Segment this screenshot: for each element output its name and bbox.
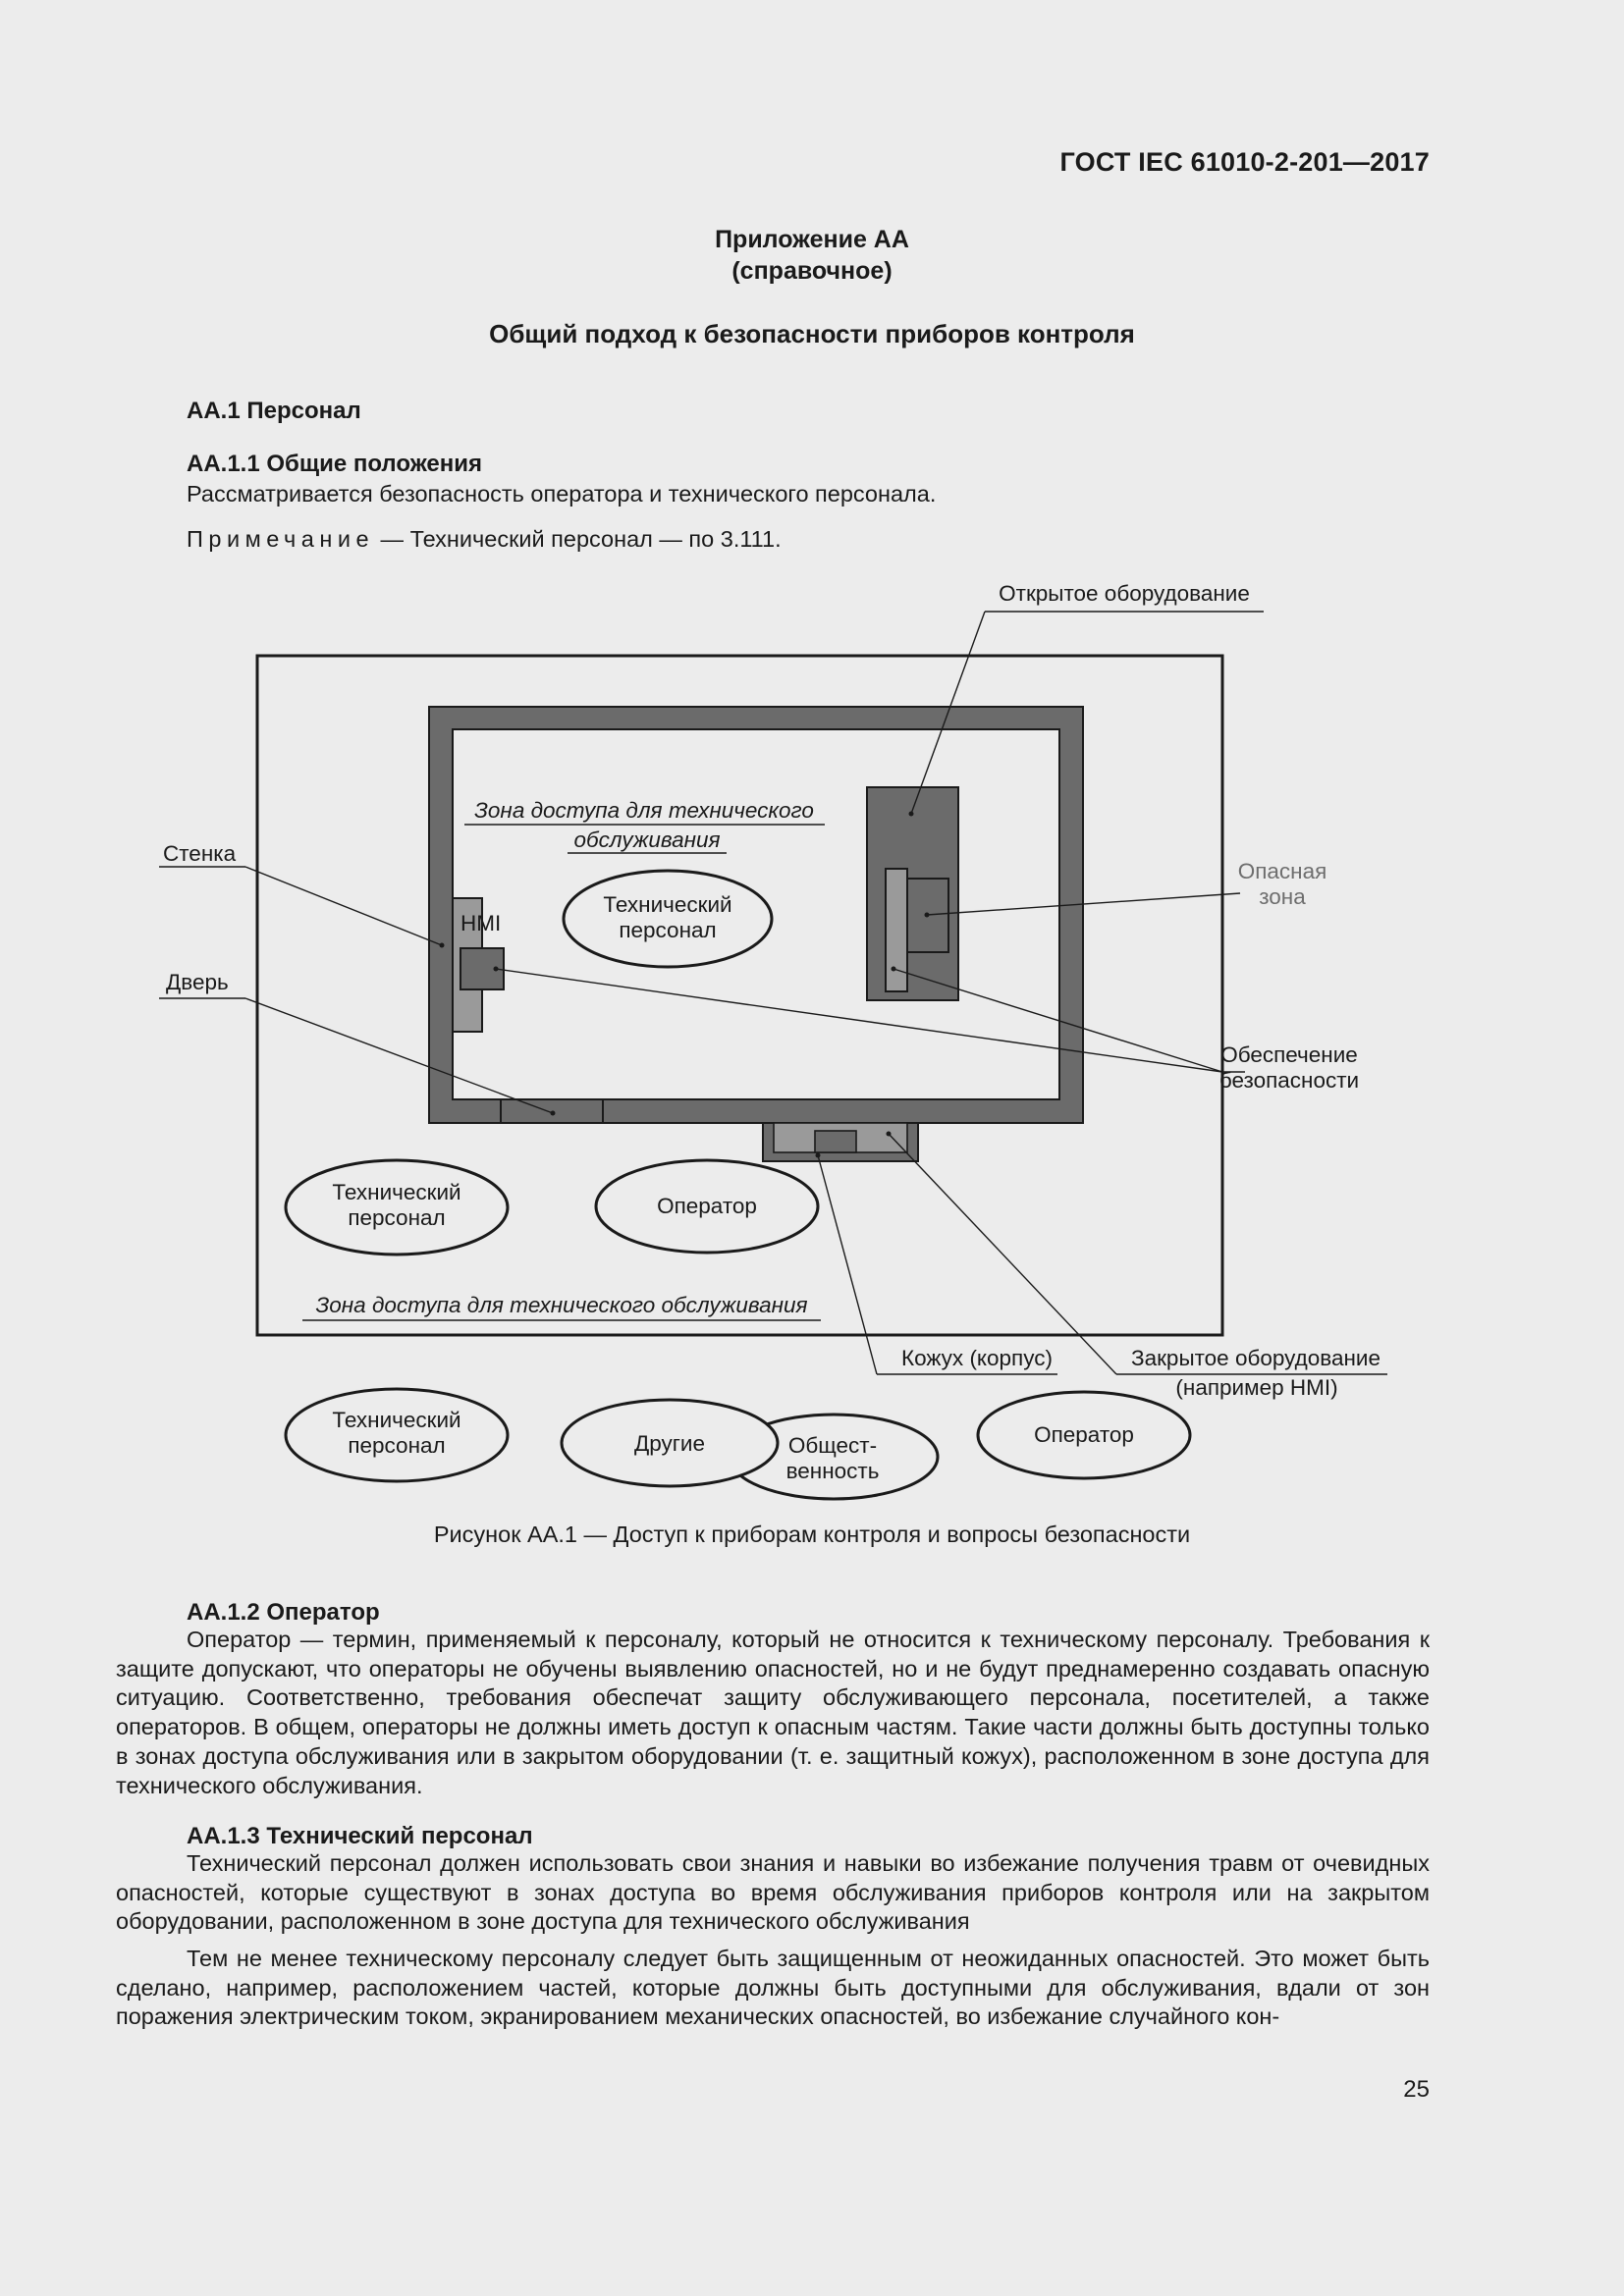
label-tech-staff-mid-1: Технический — [332, 1180, 461, 1204]
section-aa13-text1: Технический персонал должен использовать свои знания и навыки во избежание получения травм от очевидных опасностей, которые существуют в зонах доступа во время обслуживания приборов контроля или на закрытом оборудовании, расположенном в зоне доступа для технического обслуживания — [116, 1850, 1430, 1935]
figure-caption: Рисунок АА.1 — Доступ к приборам контроля и вопросы безопасности — [433, 1522, 1191, 1547]
note-text: — Технический персонал — по 3.111. — [374, 526, 782, 552]
label-public-2: венность — [785, 1459, 880, 1483]
section-aa1-heading: АА.1 Персонал — [187, 398, 361, 424]
section-aa13-heading: АА.1.3 Технический персонал — [187, 1823, 533, 1849]
safety-barrier — [886, 869, 907, 991]
label-tech-staff-inner-2: персонал — [619, 918, 717, 942]
label-tech-staff-outer-1: Технический — [332, 1408, 461, 1432]
label-maint-zone-inner-1: Зона доступа для технического — [474, 798, 814, 823]
label-others: Другие — [633, 1431, 706, 1456]
note-label: Примечание — [187, 526, 375, 552]
label-maint-zone-outer: Зона доступа для технического обслуживания — [315, 1293, 808, 1317]
label-hazard-zone-2: зона — [1259, 884, 1306, 909]
page-title: Общий подход к безопасности приборов контроля — [489, 319, 1135, 348]
label-enclosure: Кожух (корпус) — [901, 1346, 1053, 1370]
appendix-title: Приложение АА — [715, 226, 909, 253]
label-hazard-zone-1: Опасная — [1237, 859, 1327, 883]
label-operator-outer: Оператор — [1034, 1422, 1134, 1447]
label-door: Дверь — [166, 970, 229, 994]
label-hmi: HMI — [460, 911, 502, 935]
label-maint-zone-inner-2: обслуживания — [573, 828, 721, 852]
label-open-equipment: Открытое оборудование — [999, 581, 1250, 606]
page-number: 25 — [1403, 2076, 1430, 2103]
label-wall: Стенка — [163, 841, 237, 866]
section-aa13-text2: Тем не менее техническому персоналу следует быть защищенным от неожиданных опасностей. Это может быть сделано, например, расположением частей, которые должны быть доступными для обслуживания, вдали от зон поражения электрическим током, экранированием механических опасностей, во избежание случайного кон- — [116, 1946, 1430, 2030]
label-tech-staff-mid-2: персонал — [348, 1205, 446, 1230]
label-closed-equipment-1: Закрытое оборудование — [1130, 1346, 1381, 1370]
section-aa11-text: Рассматривается безопасность оператора и технического персонала. — [187, 481, 937, 507]
section-aa12-text: Оператор — термин, применяемый к персоналу, который не относится к техническому персоналу. Требования к защите допускают, что операторы не обучены выявлению опасностей, но и не будут преднамеренно создавать опасную ситуацию. Соответственно, требования обеспечат защиту обслуживающего персонала, посетителей, а также операторов. В общем, операторы не должны иметь доступ к опасным частям. Такие части должны быть доступны только в зонах доступа обслуживания или в закрытом оборудовании (т. е. защитный кожух), расположенном в зоне доступа для технического обслуживания. — [116, 1627, 1430, 1798]
label-safety-1: Обеспечение — [1220, 1042, 1358, 1067]
label-tech-staff-outer-2: персонал — [348, 1433, 446, 1458]
label-tech-staff-inner-1: Технический — [603, 892, 732, 917]
label-safety-2: безопасности — [1218, 1068, 1360, 1093]
section-aa11-heading: АА.1.1 Общие положения — [187, 451, 483, 477]
section-aa12-heading: АА.1.2 Оператор — [187, 1599, 380, 1626]
label-public-1: Общест- — [787, 1433, 878, 1458]
label-operator-mid: Оператор — [657, 1194, 757, 1218]
standard-code: ГОСТ IEC 61010-2-201—2017 — [1059, 147, 1430, 177]
label-closed-equipment-2: (например HMI) — [1175, 1375, 1338, 1400]
appendix-subtitle: (справочное) — [731, 257, 893, 285]
